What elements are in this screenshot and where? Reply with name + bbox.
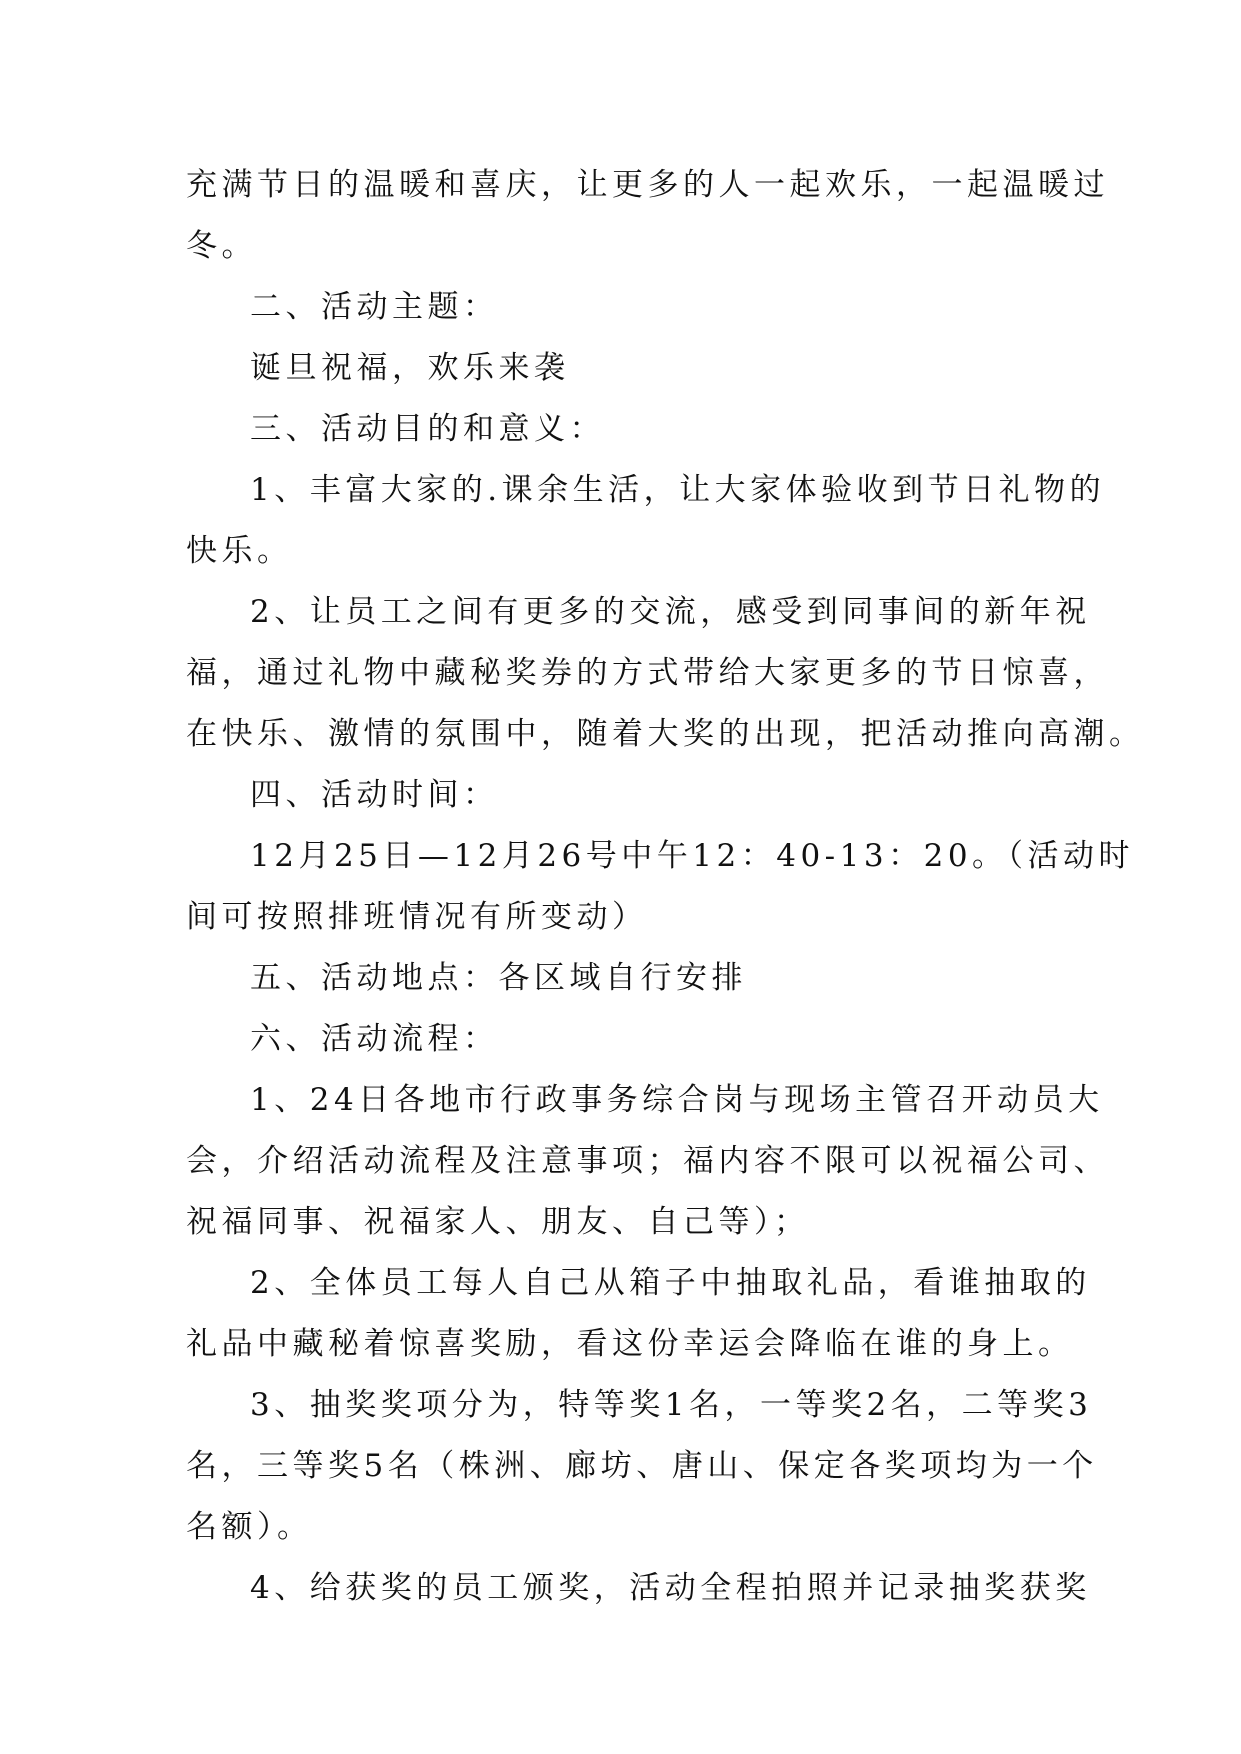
- text-line: 礼品中藏秘着惊喜奖励，看这份幸运会降临在谁的身上。: [186, 1326, 1074, 1362]
- paragraph-intro-continuation: [186, 155, 1109, 277]
- paragraph-process-1: [186, 1070, 1109, 1253]
- text-line: 在快乐、激情的氛围中，随着大奖的出现，把活动推向高潮。: [186, 716, 1145, 752]
- text-line: 快乐。: [186, 533, 293, 569]
- heading-activity-location: [186, 948, 1056, 1009]
- text-line: 间可按照排班情况有所变动）: [186, 899, 648, 935]
- paragraph-purpose-1: [186, 460, 1106, 582]
- heading-activity-time: [186, 765, 1056, 826]
- text-line: 四、活动时间：: [250, 777, 499, 813]
- text-line: 2、让员工之间有更多的交流，感受到同事间的新年祝: [250, 594, 1091, 630]
- text-line: 五、活动地点：各区域自行安排: [250, 960, 747, 996]
- text-line: 冬。: [186, 228, 257, 264]
- text-line: 六、活动流程：: [250, 1021, 499, 1057]
- text-line: 12月25日—12月26号中午12：40-13：20。（活动时: [250, 838, 1135, 874]
- text-line: 3、抽奖奖项分为，特等奖1名，一等奖2名，二等奖3: [250, 1387, 1093, 1423]
- text-line: 1、丰富大家的.课余生活，让大家体验收到节日礼物的: [250, 472, 1106, 508]
- text-line: 1、24日各地市行政事务综合岗与现场主管召开动员大: [250, 1082, 1104, 1118]
- text-line: 4、给获奖的员工颁奖，活动全程拍照并记录抽奖获奖: [250, 1570, 1091, 1606]
- text-line: 三、活动目的和意义：: [250, 411, 605, 447]
- text-line: 会，介绍活动流程及注意事项；福内容不限可以祝福公司、: [186, 1143, 1109, 1179]
- heading-purpose-meaning: [186, 399, 1056, 460]
- paragraph-process-2: [186, 1253, 1091, 1375]
- document-body: [186, 155, 1145, 1619]
- text-line: 诞旦祝福，欢乐来袭: [250, 350, 570, 386]
- heading-activity-theme: [186, 277, 1056, 338]
- text-line: 2、全体员工每人自己从箱子中抽取礼品，看谁抽取的: [250, 1265, 1091, 1301]
- text-line: 名额）。: [186, 1509, 313, 1545]
- paragraph-time-detail: [186, 826, 1135, 948]
- paragraph-purpose-2: [186, 582, 1145, 765]
- paragraph-theme-text: [186, 338, 1056, 399]
- paragraph-process-3: [186, 1375, 1098, 1558]
- text-line: 福，通过礼物中藏秘奖券的方式带给大家更多的节日惊喜，: [186, 655, 1109, 691]
- text-line: 二、活动主题：: [250, 289, 499, 325]
- text-line: 祝福同事、祝福家人、朋友、自己等）；: [186, 1204, 810, 1240]
- heading-activity-process: [186, 1009, 1056, 1070]
- paragraph-process-4: [186, 1558, 1091, 1619]
- text-line: 充满节日的温暖和喜庆，让更多的人一起欢乐，一起温暖过: [186, 167, 1109, 203]
- text-line: 名，三等奖5名（株洲、廊坊、唐山、保定各奖项均为一个: [186, 1448, 1098, 1484]
